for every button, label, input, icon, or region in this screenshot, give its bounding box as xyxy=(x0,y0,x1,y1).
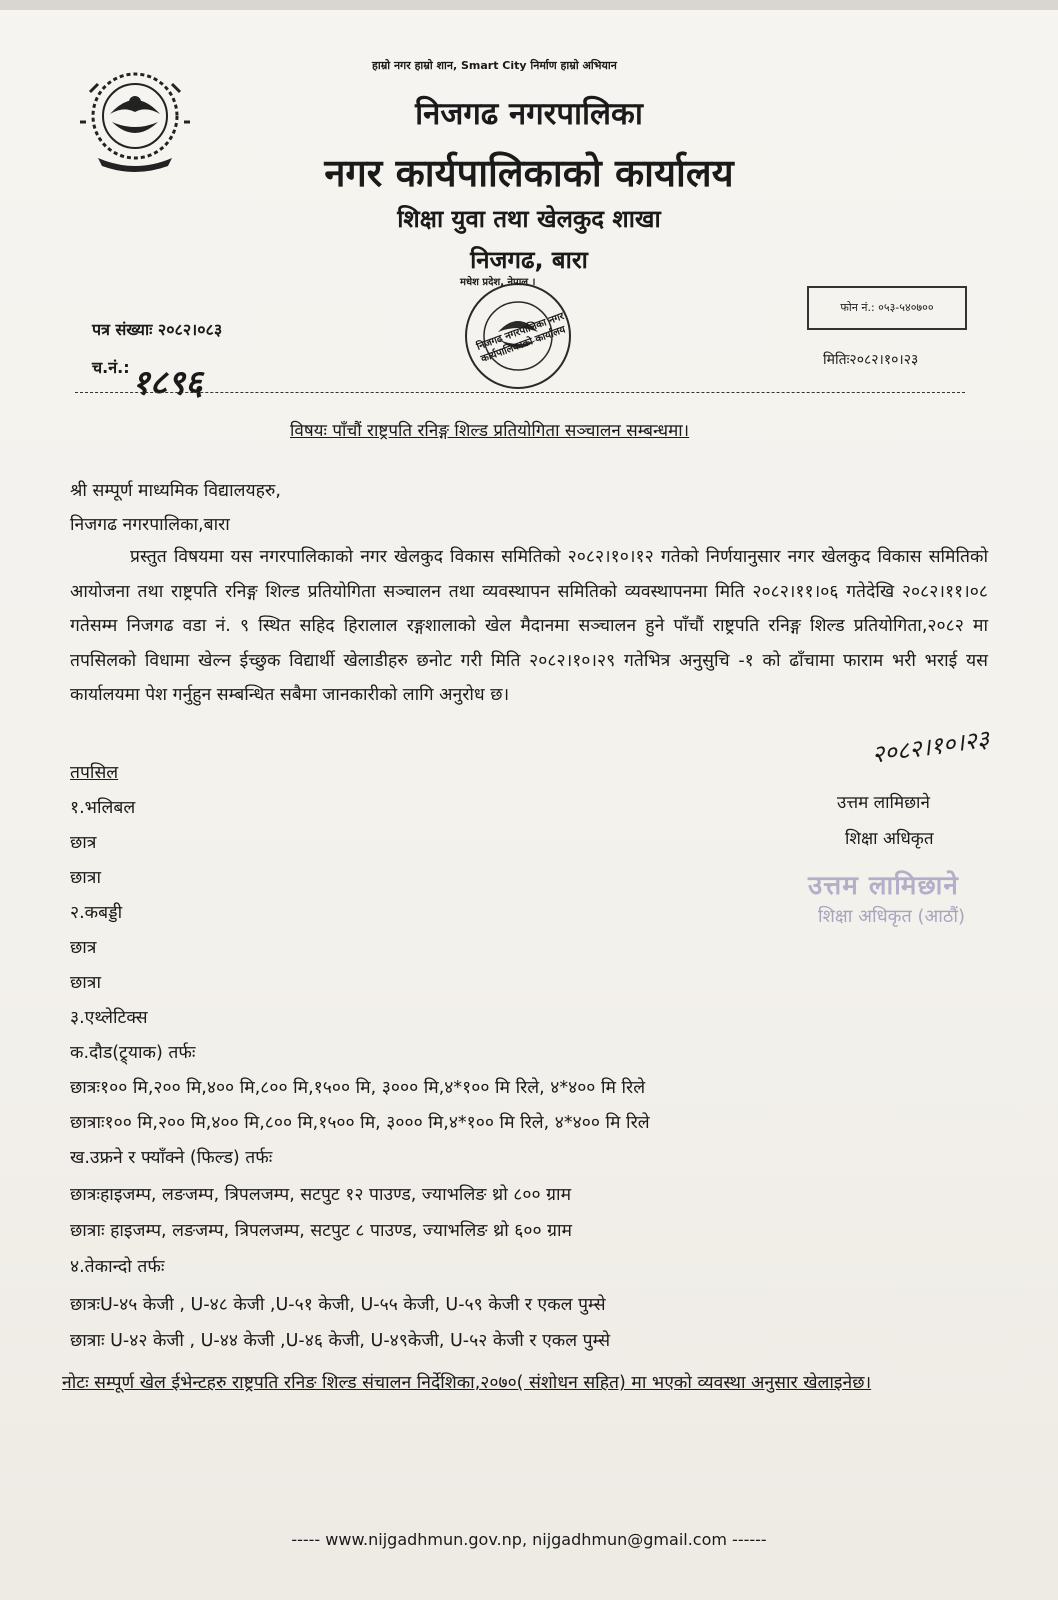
patra-sankhya: पत्र संख्याः २०८२।०८३ xyxy=(92,320,223,339)
seal-ring-text: निजगढ नगरपालिका नगर कार्यपालिकाको कार्यालय xyxy=(475,310,568,366)
phone-box: फोन नं.: ०५३-५४०७०० xyxy=(807,286,967,330)
office-seal xyxy=(436,274,606,394)
letter-date: मितिः२०८२।१०।२३ xyxy=(823,352,919,368)
branch-title: शिक्षा युवा तथा खेलकुद शाखा xyxy=(397,205,661,233)
title-stamp: शिक्षा अधिकृत (आठौं) xyxy=(818,906,966,927)
seal-top-text: मधेश प्रदेश, नेपाल । xyxy=(460,277,536,288)
tapsil-line: छात्र xyxy=(70,938,97,958)
tapsil-line: छात्र xyxy=(70,833,97,853)
org-name: निजगढ नगरपालिका xyxy=(415,96,643,132)
tapsil-line: ३.एथ्लेटिक्स xyxy=(70,1008,148,1028)
slogan: हाम्रो नगर हाम्रो शान, Smart City निर्माण हाम्रो अभियान xyxy=(372,59,617,72)
tapsil-line: क.दौड(ट्र्याक) तर्फः xyxy=(70,1043,196,1063)
subject-line: विषयः पाँचौं राष्ट्रपति रनिङ्ग शिल्ड प्रतियोगिता सञ्चालन सम्बन्धमा। xyxy=(290,421,690,441)
tapsil-line: छात्राः१०० मि,२०० मि,४०० मि,८०० मि,१५०० मि, ३००० मि,४*१०० मि रिले, ४*४०० मि रिले xyxy=(70,1113,650,1133)
header-divider xyxy=(75,392,965,393)
body-paragraph: प्रस्तुत विषयमा यस नगरपालिकाको नगर खेलकुद विकास समितिको २०८२।१०।१२ गतेको निर्णयानुसार नगर खेलकुद विकास समितिको आयोजना तथा राष्ट्रपति रनिङ्ग शिल्ड प्रतियोगिता सञ्चालन तथा व्यवस्थापन समितिको व्यवस्थापनमा मिति २०८२।११।०६ गतेदेखि २०८२।११।०८ गतेसम्म निजगढ वडा नं. ९ स्थित सहिद हिरालाल रङ्गशालाको खेल मैदानमा सञ्चालन हुने पाँचौं राष्ट्रपति रनिङ्ग शिल्ड प्रतियोगिता,२०८२ मा तपसिलको विधामा खेल्न ईच्छुक विद्यार्थी खेलाडीहरु छनोट गरी मिति २०८२।१०।२९ गतेभित्र अनुसुचि -१ को ढाँचामा फाराम भरी भराई यस कार्यालयमा पेश गर्नुहुन सम्बन्धित सबैमा जानकारीको लागि अनुरोध छ। xyxy=(70,547,988,705)
office-title: नगर कार्यपालिकाको कार्यालय xyxy=(324,151,734,195)
handwritten-signature-date: २०८२।१०।२३ xyxy=(870,724,991,769)
signatory-title: शिक्षा अधिकृत xyxy=(845,829,934,849)
tapsil-line: २.कबड्डी xyxy=(70,903,123,923)
tapsil-line: ख.उफ्रने र फ्याँक्ने (फिल्ड) तर्फः xyxy=(70,1148,273,1168)
tapsil-line: छात्रः१०० मि,२०० मि,४०० मि,८०० मि,१५०० मि, ३००० मि,४*१०० मि रिले, ४*४०० मि रिले xyxy=(70,1078,646,1098)
tapsil-line: छात्राः U-४२ केजी , U-४४ केजी ,U-४६ केजी, U-४९केजी, U-५२ केजी र एकल पुम्से xyxy=(70,1331,611,1351)
name-stamp: उत्तम लामिछाने xyxy=(808,871,959,901)
tapsil-line: ४.तेकान्दो तर्फः xyxy=(70,1257,165,1277)
address-line-1: श्री सम्पूर्ण माध्यमिक विद्यालयहरु, xyxy=(70,481,281,501)
location: निजगढ, बारा xyxy=(470,246,588,274)
tapsil-line: १.भलिबल xyxy=(70,798,136,818)
scan-edge xyxy=(0,0,1058,10)
footer-contact: ----- www.nijgadhmun.gov.np, nijgadhmun@gmail.com ------ xyxy=(291,1530,767,1549)
tapsil-line: छात्रःहाइजम्प, लङजम्प, त्रिपलजम्प, सटपुट १२ पाउण्ड, ज्याभलिङ थ्रो ८०० ग्राम xyxy=(70,1185,572,1205)
tapsil-line: छात्रा xyxy=(70,973,101,993)
address-line-2: निजगढ नगरपालिका,बारा xyxy=(70,515,230,535)
chalan-label: च.नं.: xyxy=(92,358,130,377)
tapsil-line: छात्रा xyxy=(70,868,101,888)
tapsil-heading: तपसिल xyxy=(70,763,119,783)
note: नोटः सम्पूर्ण खेल ईभेन्टहरु राष्ट्रपति रनिङ शिल्ड संचालन निर्देशिका,२०७०( संशोधन सहित) मा भएको व्यवस्था अनुसार खेलाइनेछ। xyxy=(62,1373,872,1393)
chalan-number: १८९६ xyxy=(132,363,203,403)
tapsil-line: छात्राः हाइजम्प, लङजम्प, त्रिपलजम्प, सटपुट ८ पाउण्ड, ज्याभलिङ थ्रो ६०० ग्राम xyxy=(70,1221,573,1241)
signatory-name: उत्तम लामिछाने xyxy=(837,793,930,813)
tapsil-line: छात्रःU-४५ केजी , U-४८ केजी ,U-५१ केजी, U-५५ केजी, U-५९ केजी र एकल पुम्से xyxy=(70,1295,606,1315)
